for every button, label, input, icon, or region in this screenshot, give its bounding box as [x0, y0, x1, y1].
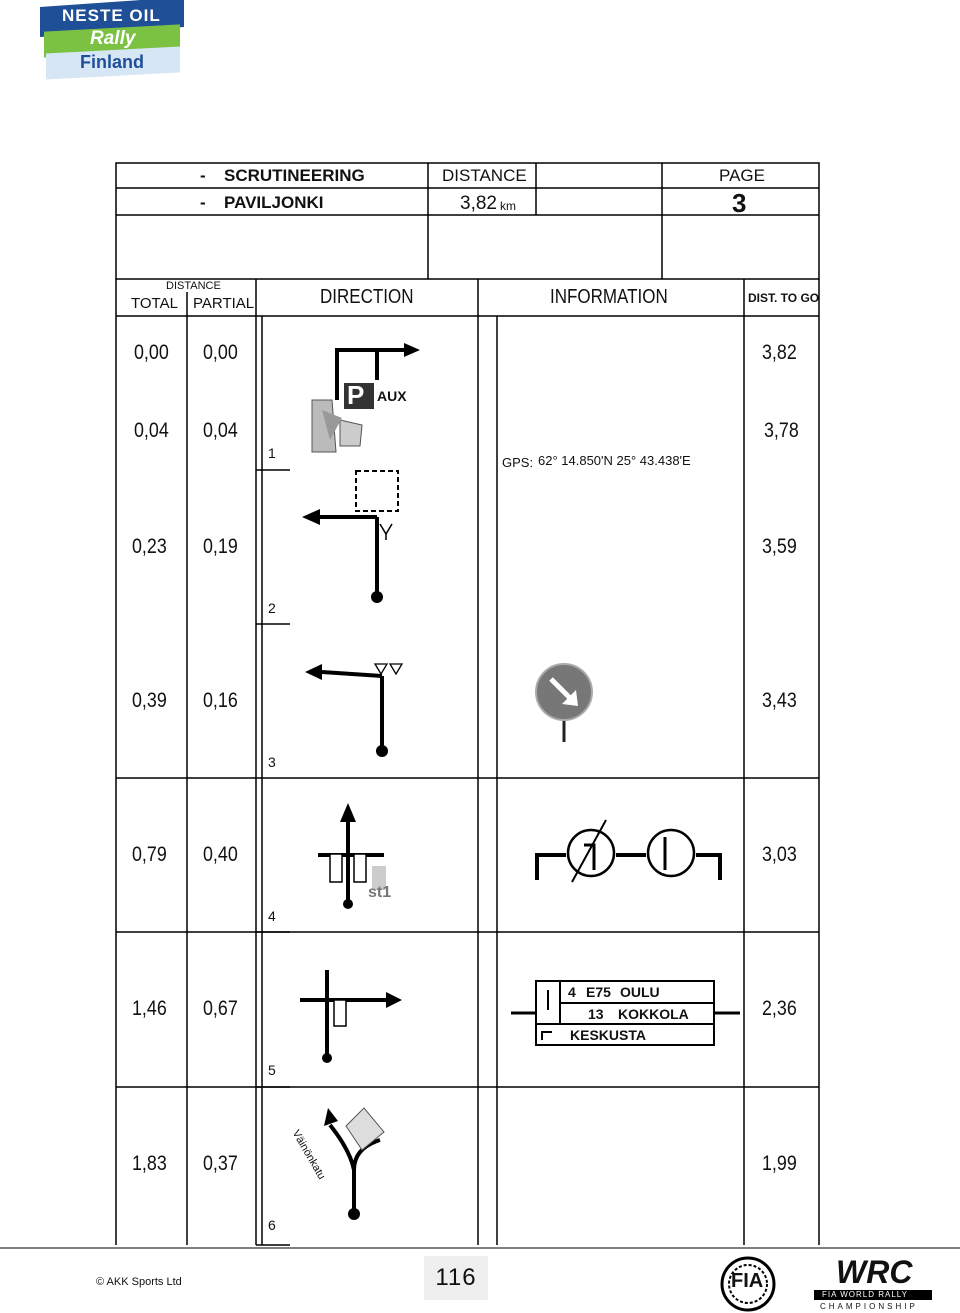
row3-box: 3 — [268, 754, 276, 770]
wrc-text: WRC — [836, 1254, 913, 1290]
row6-partial: 0,37 — [203, 1152, 238, 1175]
row6-to-go: 1,99 — [762, 1152, 797, 1175]
direction-diagram-3 — [305, 664, 402, 757]
distance-small-label: DISTANCE — [166, 280, 221, 292]
no-left-turn-sign-icon — [537, 820, 720, 882]
row1-box: 1 — [268, 445, 276, 461]
information-header: INFORMATION — [550, 286, 668, 308]
row2-to-go: 3,59 — [762, 535, 797, 558]
page-label: PAGE — [719, 166, 765, 185]
row3-total: 0,39 — [132, 689, 167, 712]
route-dash-1: - — [200, 166, 206, 185]
partial-header: PARTIAL — [193, 295, 255, 312]
page-value: 3 — [732, 188, 747, 218]
logo-line2: Rally — [90, 28, 136, 49]
row5-box: 5 — [268, 1062, 276, 1078]
row2-partial: 0,19 — [203, 535, 238, 558]
parking-icon — [312, 383, 374, 452]
direction-header: DIRECTION — [320, 286, 414, 308]
row2-box: 2 — [268, 600, 276, 616]
total-header: TOTAL — [131, 295, 178, 312]
sign-r1-road: E75 — [586, 984, 611, 1000]
wrc-sub2: CHAMPIONSHIP — [820, 1302, 918, 1311]
distance-value: 3,82 — [460, 193, 497, 214]
row5-to-go: 2,36 — [762, 997, 797, 1020]
sign-r2-dest: KOKKOLA — [618, 1006, 689, 1022]
row0-to-go: 3,82 — [762, 341, 797, 364]
direction-diagram-6 — [324, 1108, 384, 1220]
row5-partial: 0,67 — [203, 997, 238, 1020]
row5-total: 1,46 — [132, 997, 167, 1020]
parking-aux: AUX — [377, 388, 407, 404]
row0-total: 0,00 — [134, 341, 169, 364]
sign-r1-dest: OULU — [620, 984, 660, 1000]
row3-partial: 0,16 — [203, 689, 238, 712]
gps-label: GPS: — [502, 455, 534, 470]
logo-line3: Finland — [80, 52, 144, 72]
copyright-text: © AKK Sports Ltd — [96, 1276, 182, 1288]
row4-total: 0,79 — [132, 843, 167, 866]
fia-text: FIA — [731, 1270, 764, 1292]
sign-r1-num: 4 — [568, 984, 576, 1000]
row3-to-go: 3,43 — [762, 689, 797, 712]
street-name: Väinönkatu — [289, 1128, 328, 1182]
route-name-2: PAVILJONKI — [224, 193, 324, 212]
arrow-head-icon — [404, 343, 420, 357]
row6-total: 1,83 — [132, 1152, 167, 1175]
logo-line1: NESTE OIL — [62, 6, 161, 25]
sign-r2-num: 13 — [588, 1006, 604, 1022]
parking-letter: P — [347, 380, 365, 410]
page-number: 116 — [424, 1256, 488, 1300]
wrc-sub1: FIA WORLD RALLY — [822, 1290, 908, 1299]
row6-box: 6 — [268, 1217, 276, 1233]
row1-to-go: 3,78 — [764, 419, 799, 442]
keep-right-sign-icon — [536, 664, 592, 742]
gps-value: 62° 14.850'N 25° 43.438'E — [538, 453, 691, 468]
dist-to-go-header: DIST. TO GO — [748, 291, 820, 305]
direction-diagram-5 — [300, 970, 402, 1063]
row1-total: 0,04 — [134, 419, 169, 442]
distance-unit: km — [500, 199, 516, 213]
route-dash-2: - — [200, 193, 206, 212]
row4-box: 4 — [268, 908, 276, 924]
row1-partial: 0,04 — [203, 419, 238, 442]
direction-diagram-2 — [302, 471, 398, 603]
row2-total: 0,23 — [132, 535, 167, 558]
row4-to-go: 3,03 — [762, 843, 797, 866]
sign-r3-dest: KESKUSTA — [570, 1027, 646, 1043]
distance-label: DISTANCE — [442, 166, 527, 185]
route-name-1: SCRUTINEERING — [224, 166, 365, 185]
row0-partial: 0,00 — [203, 341, 238, 364]
st-label: st1 — [368, 884, 392, 901]
row4-partial: 0,40 — [203, 843, 238, 866]
